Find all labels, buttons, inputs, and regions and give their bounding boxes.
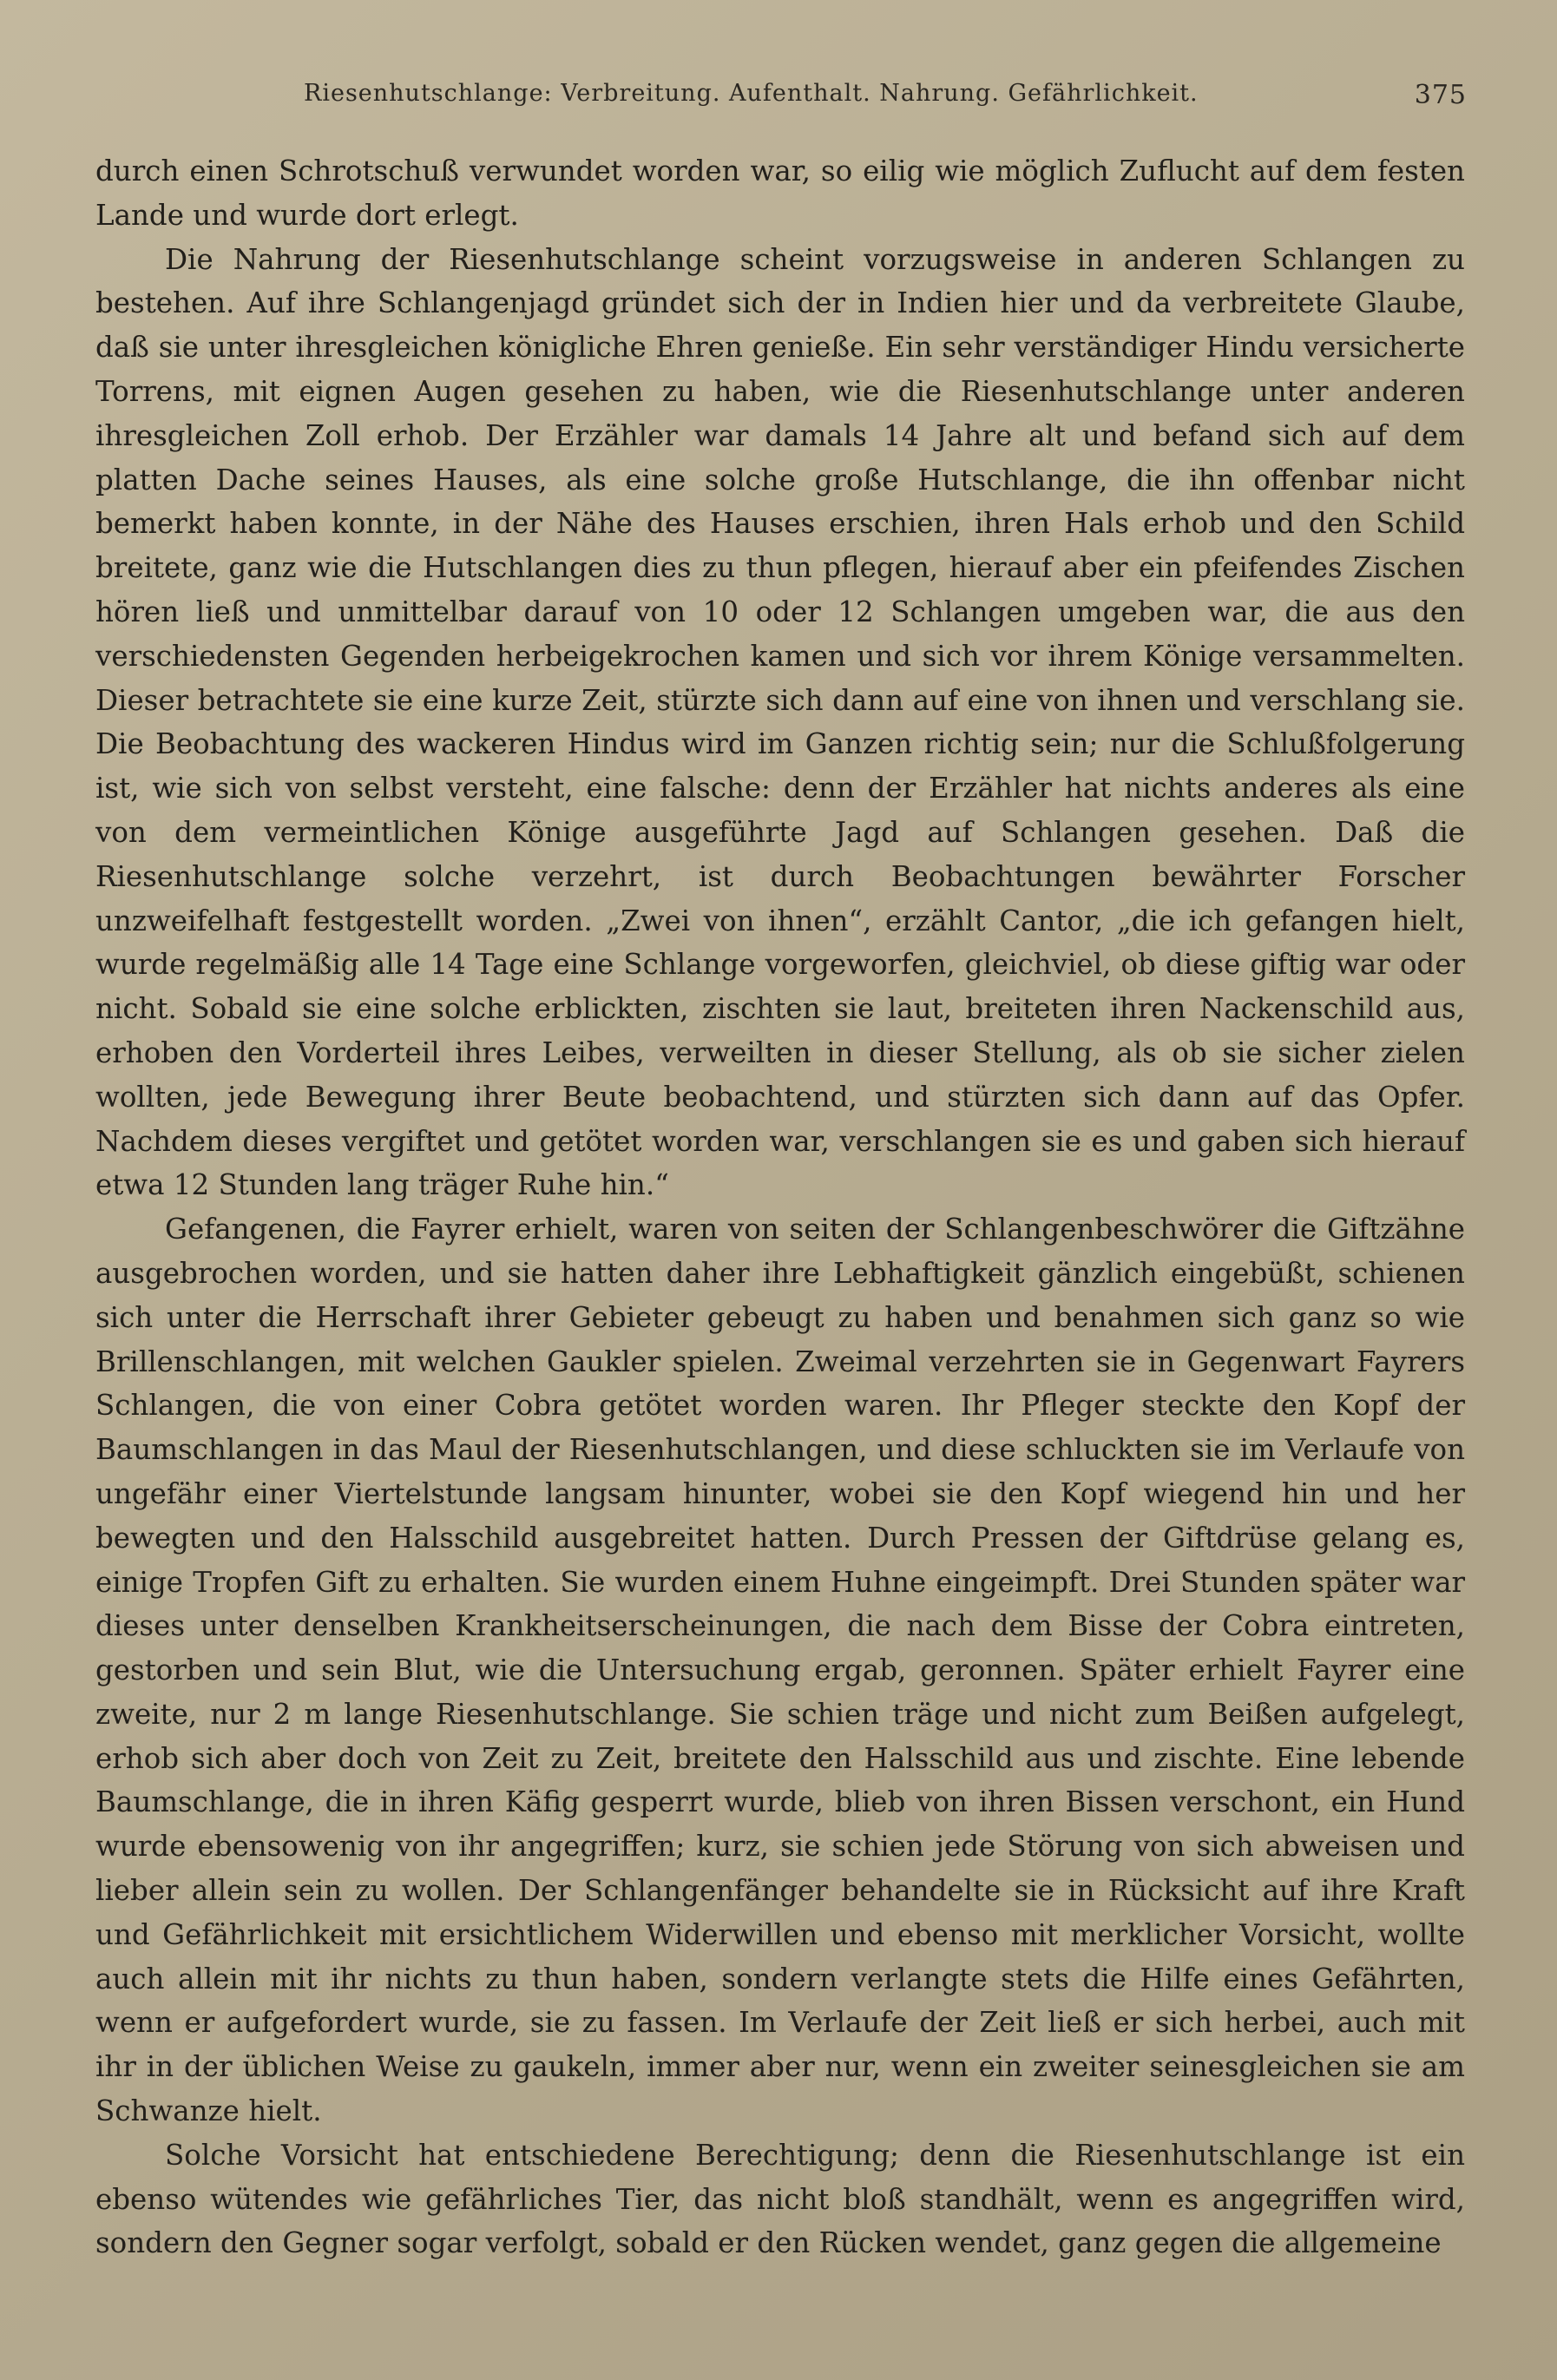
body-text <box>95 149 1465 2265</box>
paragraph-continuation: durch einen Schrotschuß verwundet worden war, so eilig wie möglich Zuflucht auf dem festen Lande und wurde dort erlegt. <box>95 155 1465 232</box>
page-number: 375 <box>1414 80 1467 110</box>
paragraph-nahrung: Die Nahrung der Riesenhutschlange scheint vorzugsweise in anderen Schlangen zu bestehen. Auf ihre Schlangenjagd gründet sich der in Indien hier und da verbreitete Glaube, daß sie unter ihresgleichen königliche Ehren genieße. Ein sehr verständiger Hindu versicherte Torrens, mit eignen Augen gesehen zu haben, wie die Riesenhutschlange unter anderen ihresgleichen Zoll erhob. Der Erzähler war damals 14 Jahre alt und befand sich auf dem platten Dache seines Hauses, als eine solche große Hutschlange, die ihn offenbar nicht bemerkt haben konnte, in der Nähe des Hauses erschien, ihren Hals erhob und den Schild breitete, ganz wie die Hutschlangen dies zu thun pflegen, hierauf aber ein pfeifendes Zischen hören ließ und unmittelbar darauf von 10 oder 12 Schlangen umgeben war, die aus den verschiedensten Gegenden herbeigekrochen kamen und sich vor ihrem Könige versammelten. Dieser betrachtete sie eine kurze Zeit, stürzte sich dann auf eine von ihnen und verschlang sie. Die Beobachtung des wackeren Hindus wird im Ganzen richtig sein; nur die Schlußfolgerung ist, wie sich von selbst versteht, eine falsche: denn der Erzähler hat nichts anderes als eine von dem vermeintlichen Könige ausgeführte Jagd auf Schlangen gesehen. Daß die Riesenhutschlange solche verzehrt, ist durch Beobachtungen bewährter Forscher unzweifelhaft festgestellt worden. „Zwei von ihnen“, erzählt Cantor, „die ich gefangen hielt, wurde regelmäßig alle 14 Tage eine Schlange vorgeworfen, gleichviel, ob diese giftig war oder nicht. Sobald sie eine solche erblickten, zischten sie laut, breiteten ihren Nackenschild aus, erhoben den Vorderteil ihres Leibes, verweilten in dieser Stellung, als ob sie sicher zielen wollten, jede Bewegung ihrer Beute beobachtend, und stürzten sich dann auf das Opfer. Nachdem dieses vergiftet und getötet worden war, verschlangen sie es und gaben sich hierauf etwa 12 Stunden lang träger Ruhe hin.“ <box>95 242 1465 1202</box>
paragraph-fayrer: Gefangenen, die Fayrer erhielt, waren von seiten der Schlangenbeschwörer die Giftzähne ausgebrochen worden, und sie hatten daher ihre Lebhaftigkeit gänzlich eingebüßt, schienen sich unter die Herrschaft ihrer Gebieter gebeugt zu haben und benahmen sich ganz so wie Brillenschlangen, mit welchen Gaukler spielen. Zweimal verzehrten sie in Gegenwart Fayrers Schlangen, die von einer Cobra getötet worden waren. Ihr Pfleger steckte den Kopf der Baumschlangen in das Maul der Riesenhutschlangen, und diese schluckten sie im Verlaufe von ungefähr einer Viertelstunde langsam hinunter, wobei sie den Kopf wiegend hin und her bewegten und den Halsschild ausgebreitet hatten. Durch Pressen der Giftdrüse gelang es, einige Tropfen Gift zu erhalten. Sie wurden einem Huhne eingeimpft. Drei Stunden später war dieses unter denselben Krankheitserscheinungen, die nach dem Bisse der Cobra eintreten, gestorben und sein Blut, wie die Untersuchung ergab, geronnen. Später erhielt Fayrer eine zweite, nur 2 m lange Riesenhutschlange. Sie schien träge und nicht zum Beißen aufgelegt, erhob sich aber doch von Zeit zu Zeit, breitete den Halsschild aus und zischte. Eine lebende Baumschlange, die in ihren Käfig gesperrt wurde, blieb von ihren Bissen verschont, ein Hund wurde ebensowenig von ihr angegriffen; kurz, sie schien jede Störung von sich abweisen und lieber allein sein zu wollen. Der Schlangenfänger behandelte sie in Rücksicht auf ihre Kraft und Gefährlichkeit mit ersichtlichem Widerwillen und ebenso mit merklicher Vorsicht, wollte auch allein mit ihr nichts zu thun haben, sondern verlangte stets die Hilfe eines Gefährten, wenn er aufgefordert wurde, sie zu fassen. Im Verlaufe der Zeit ließ er sich herbei, auch mit ihr in der üblichen Weise zu gaukeln, immer aber nur, wenn ein zweiter seinesgleichen sie am Schwanze hielt. <box>95 1213 1465 2128</box>
running-head: Riesenhutschlange: Verbreitung. Aufenthalt. Nahrung. Gefährlichkeit. <box>304 80 1199 107</box>
page-header <box>95 80 1467 132</box>
paragraph-vorsicht: Solche Vorsicht hat entschiedene Berechtigung; denn die Riesenhutschlange ist ein ebenso wütendes wie gefährliches Tier, das nicht bloß standhält, wenn es angegriffen wird, sondern den Gegner sogar verfolgt, sobald er den Rücken wendet, ganz gegen die allgemeine <box>95 2138 1465 2260</box>
